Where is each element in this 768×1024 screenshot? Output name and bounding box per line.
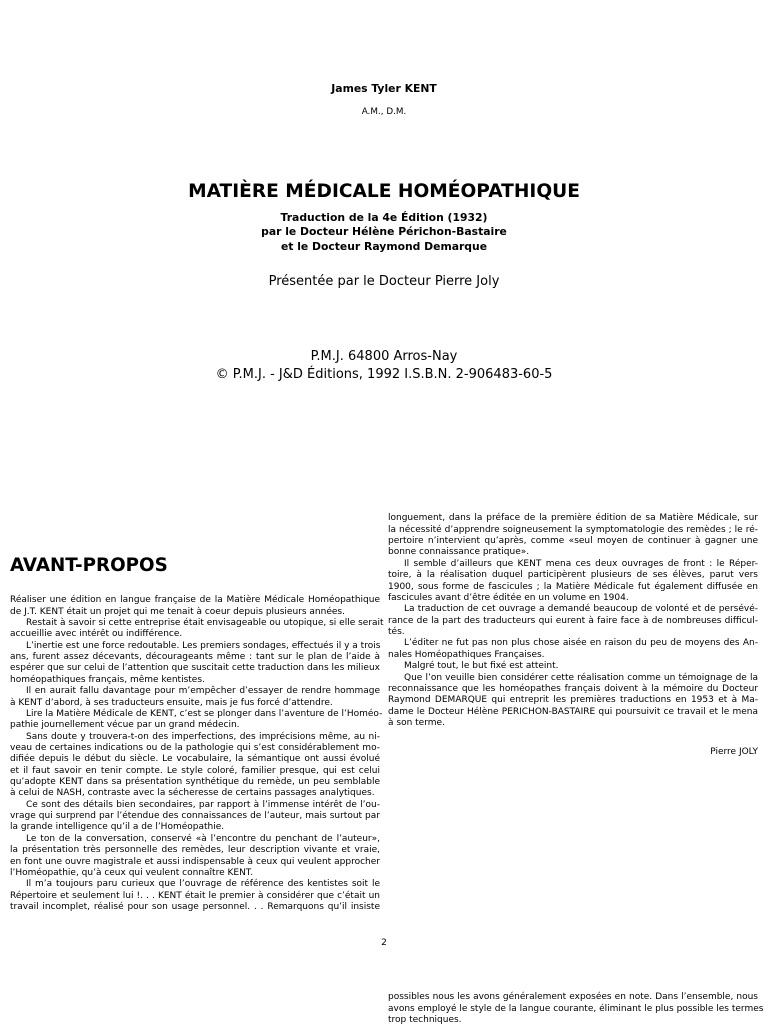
translation-line: et le Docteur Raymond Demarque bbox=[280, 239, 488, 253]
text-line: Ce sont des détails bien secondaires, par rapport à l’immense intérêt de l’ou- bbox=[26, 799, 380, 810]
text-line: à celui de NASH, contraste avec la sécheresse de certains passages analytiques. bbox=[10, 788, 375, 799]
publisher-block bbox=[0, 348, 768, 384]
text-line: fascicules avant d’être éditée en un volume en 1904. bbox=[388, 592, 629, 603]
text-line: dame le Docteur Hélène PERICHON-BASTAIRE qui poursuivit ce travail et le mena bbox=[388, 706, 758, 717]
text-line: longuement, dans la préface de la première édition de sa Matière Médicale, sur bbox=[388, 513, 758, 524]
foreword-column-left bbox=[10, 595, 384, 913]
text-line: accueillie avec intérêt ou indifférence. bbox=[10, 629, 183, 640]
text-line: homéopathiques français, même kentistes. bbox=[10, 674, 205, 685]
paragraph bbox=[388, 638, 758, 661]
text-line: veau de certaines indications ou de la pathologie qui s’est considérablement mo- bbox=[10, 742, 380, 753]
paragraph bbox=[388, 604, 758, 638]
text-line: Il semble d’ailleurs que KENT mena ces deux ouvrages de front : le Réper- bbox=[404, 558, 758, 569]
text-line: Le ton de la conversation, conservé «à l’encontre du penchant de l’auteur», bbox=[26, 833, 380, 844]
text-line: et il faut savoir en tenir compte. Le style coloré, familier presque, qui est celui bbox=[10, 765, 380, 776]
text-line: Que l’on veuille bien considérer cette réalisation comme un témoignage de la bbox=[404, 672, 758, 683]
presenter-credit: Présentée par le Docteur Pierre Joly bbox=[268, 274, 500, 289]
text-line: en font une ouvre magistrale et aussi indispensable à ceux qui veulent approcher bbox=[10, 856, 380, 867]
text-line: difiée depuis le début du siècle. Le vocabulaire, la sémantique ont aussi évolué bbox=[10, 754, 380, 765]
paragraph bbox=[10, 595, 380, 618]
text-line: Raymond DEMARQUE qui entreprit les premières traductions en 1953 et à Ma- bbox=[388, 695, 758, 706]
text-line: la nécessité d’apprendre soigneusement la symptomatologie des remèdes ; le ré- bbox=[388, 524, 758, 535]
paragraph bbox=[10, 618, 384, 641]
paragraph bbox=[10, 708, 383, 732]
text-line: vrage qui surprend par l’étendue des connaissances de l’auteur, mais surtout par bbox=[10, 811, 380, 822]
text-line: qu’adopte KENT dans sa présentation synthétique du remède, un peu semblable bbox=[10, 777, 380, 788]
text-line: nales Homéopathiques Françaises. bbox=[388, 649, 545, 660]
text-line: possibles nous les avons généralement exposées en note. Dans l’ensemble, nous bbox=[388, 992, 758, 1003]
text-line: de J.T. KENT était un projet qui me tenait à coeur depuis plusieurs années. bbox=[10, 606, 345, 617]
text-line: avons employé le style de la langue courante, éliminant le plus possible les termes bbox=[388, 1003, 764, 1014]
paragraph bbox=[388, 513, 758, 559]
translation-credits bbox=[0, 211, 768, 255]
text-line: Lire la Matière Médicale de KENT, c’est se plonger dans l’aventure de l’Homéo- bbox=[26, 708, 383, 719]
paragraph bbox=[10, 686, 380, 709]
text-line: travail incomplet, réalisé pour son usage personnel. . . Remarquons qu’il insiste bbox=[10, 902, 380, 912]
foreword-heading: AVANT-PROPOS bbox=[10, 555, 168, 576]
paragraph bbox=[388, 661, 758, 672]
text-line: la grande intelligence qu’il a de l’Homéopathie. bbox=[10, 822, 225, 833]
translation-line: par le Docteur Hélène Périchon-Bastaire bbox=[261, 225, 507, 239]
text-line: l’Homéopathie, qu’à ceux qui veulent connaître KENT. bbox=[10, 867, 254, 878]
page-number: 2 bbox=[381, 938, 387, 949]
translation-line: Traduction de la 4e Édition (1932) bbox=[280, 210, 488, 224]
text-line: Malgré tout, le but fixé est atteint. bbox=[404, 661, 559, 672]
text-line: rance de la part des traducteurs qui eurent à faire face à de nombreuses difficul- bbox=[388, 615, 758, 626]
text-line: 1900, sous forme de fascicules ; la Matière Médicale fut également diffusée en bbox=[388, 581, 758, 592]
text-line: tés. bbox=[388, 627, 405, 638]
text-line: à KENT d’abord, à ses traducteurs ensuite, mais je fus forcé d’attendre. bbox=[10, 697, 333, 708]
text-line: Réaliser une édition en langue française de la Matière Médicale Homéopathique bbox=[10, 595, 380, 606]
paragraph bbox=[10, 834, 380, 879]
text-line: ans, furent assez décevants, décourageants même : tant sur le plan de l’aide à bbox=[10, 652, 380, 663]
text-line: L’éditer ne fut pas non plus chose aisée en raison du peu de moyens des An- bbox=[404, 638, 758, 649]
author-name: James Tyler KENT bbox=[331, 81, 437, 95]
text-line: L’inertie est une force redoutable. Les premiers sondages, effectués il y a trois bbox=[26, 640, 381, 651]
text-line: toire, à la réalisation duquel participèrent plusieurs de ses élèves, parut vers bbox=[388, 570, 758, 581]
text-line: Sans doute y trouvera-t-on des imperfections, des imprécisions même, au ni- bbox=[26, 731, 380, 742]
signature: Pierre JOLY bbox=[710, 747, 758, 758]
text-line: reconnaissance que les homéopathes français doivent à la mémoire du Docteur bbox=[388, 683, 758, 694]
next-page-fragment bbox=[388, 992, 764, 1024]
text-line: trop techniques. bbox=[388, 1015, 462, 1024]
text-line: Il m’a toujours paru curieux que l’ouvrage de référence des kentistes soit le bbox=[26, 879, 380, 890]
text-line: La traduction de cet ouvrage a demandé beaucoup de volonté et de persévé- bbox=[404, 604, 758, 615]
foreword-column-right bbox=[388, 513, 758, 729]
paragraph bbox=[388, 673, 758, 730]
paragraph bbox=[388, 992, 764, 1024]
author-degrees: A.M., D.M. bbox=[361, 106, 407, 117]
publisher-address: P.M.J. 64800 Arros-Nay bbox=[310, 349, 458, 364]
text-line: à son terme. bbox=[388, 718, 445, 729]
paragraph bbox=[388, 559, 758, 605]
text-line: Répertoire et seulement lui !. . . KENT était le premier à considérer que c’était un bbox=[10, 890, 380, 901]
text-line: pertoire n’intervient qu’après, comme «seul moyen de continuer à gagner une bbox=[388, 536, 758, 547]
text-line: pathie journellement vécue par un grand médecin. bbox=[10, 720, 240, 731]
copyright-notice: © P.M.J. - J&D Éditions, 1992 I.S.B.N. 2-906483-60-5 bbox=[215, 367, 553, 382]
text-line: la présentation très personnelle des remèdes, leur description vivante et vraie, bbox=[10, 845, 380, 856]
book-title: MATIÈRE MÉDICALE HOMÉOPATHIQUE bbox=[188, 181, 580, 202]
paragraph bbox=[10, 879, 380, 913]
paragraph bbox=[10, 800, 380, 834]
paragraph bbox=[10, 732, 380, 800]
text-line: espérer que sur celui de l’attention que suscitait cette traduction dans les milieux bbox=[10, 663, 380, 674]
text-line: bonne connaissance pratique». bbox=[388, 547, 530, 558]
paragraph bbox=[10, 641, 380, 686]
text-line: Il en aurait fallu davantage pour m’empêcher d’essayer de rendre hommage bbox=[26, 686, 380, 697]
text-line: Restait à savoir si cette entreprise était envisageable ou utopique, si elle serait bbox=[26, 618, 384, 629]
